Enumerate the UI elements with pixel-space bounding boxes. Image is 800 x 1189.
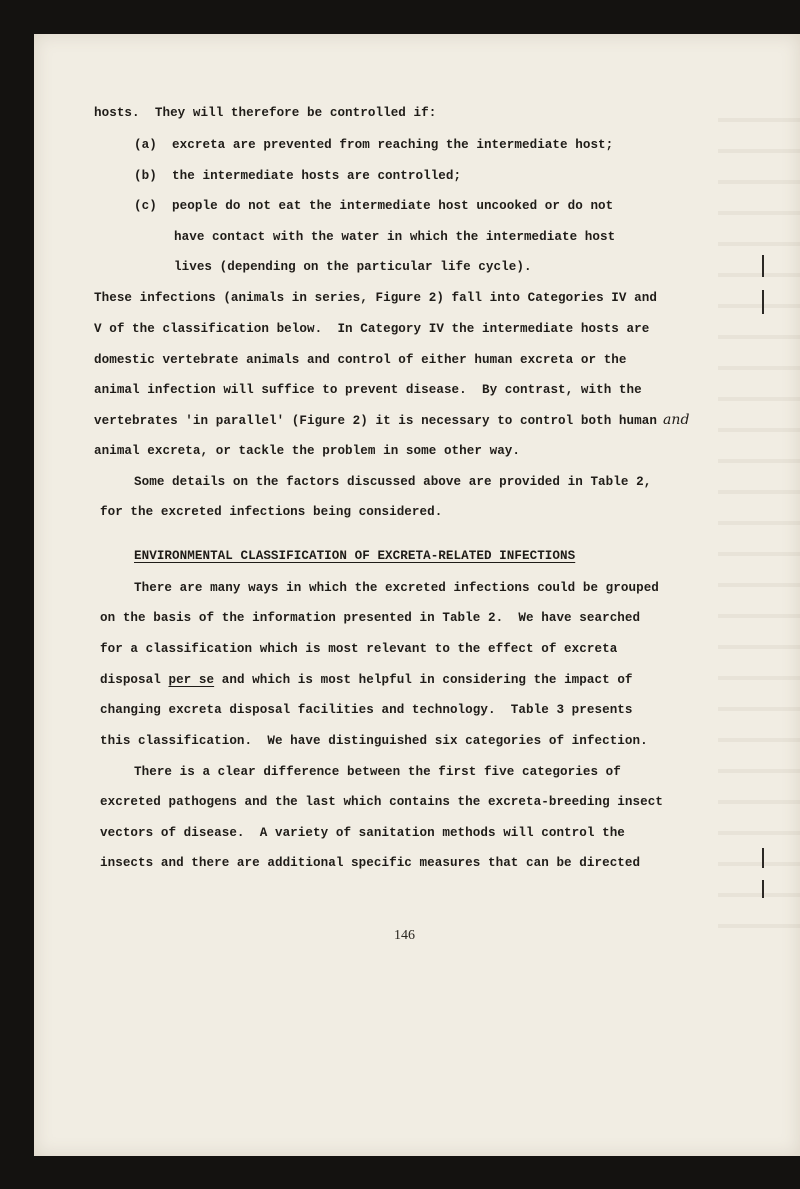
text-run: disposal xyxy=(100,673,169,687)
body-line: Some details on the factors discussed above are provided in Table 2, xyxy=(134,475,652,489)
underlined-term: per se xyxy=(168,673,215,687)
body-line: animal excreta, or tackle the problem in some other way. xyxy=(94,444,521,458)
page-number: 146 xyxy=(394,928,415,943)
body-line: on the basis of the information presented in Table 2. We have searched xyxy=(100,611,641,625)
body-line: hosts. They will therefore be controlled if: xyxy=(94,106,437,120)
body-line: excreted pathogens and the last which contains the excreta-breeding insect xyxy=(100,795,663,809)
body-line: V of the classification below. In Category IV the intermediate hosts are xyxy=(94,322,650,336)
body-line: There are many ways in which the excreted infections could be grouped xyxy=(134,581,659,595)
change-bar xyxy=(762,848,764,868)
body-line: These infections (animals in series, Figure 2) fall into Categories IV and xyxy=(94,291,657,305)
body-line: vertebrates 'in parallel' (Figure 2) it is necessary to control both human xyxy=(94,414,657,428)
list-item-b: (b) the intermediate hosts are controlled; xyxy=(134,169,462,183)
body-line: vectors of disease. A variety of sanitation methods will control the xyxy=(100,826,625,840)
list-item-c-cont: have contact with the water in which the intermediate host xyxy=(174,230,616,244)
change-bar xyxy=(762,255,764,277)
body-line: insects and there are additional specific measures that can be directed xyxy=(100,856,641,870)
text-run: and which is most helpful in considering the impact of xyxy=(214,673,633,687)
change-bar xyxy=(762,880,764,898)
list-item-c-cont: lives (depending on the particular life cycle). xyxy=(174,260,532,274)
list-item-a: (a) excreta are prevented from reaching the intermediate host; xyxy=(134,138,614,152)
list-item-c: (c) people do not eat the intermediate host uncooked or do not xyxy=(134,199,614,213)
handwritten-correction: and xyxy=(663,412,690,428)
body-line: animal infection will suffice to prevent disease. By contrast, with the xyxy=(94,383,642,397)
change-bar xyxy=(762,290,764,314)
body-line: for the excreted infections being considered. xyxy=(100,505,443,519)
body-line: There is a clear difference between the first five categories of xyxy=(134,765,621,779)
body-line: changing excreta disposal facilities and technology. Table 3 presents xyxy=(100,703,633,717)
body-line xyxy=(100,673,633,687)
body-line: for a classification which is most relevant to the effect of excreta xyxy=(100,642,618,656)
body-line: domestic vertebrate animals and control of either human excreta or the xyxy=(94,353,627,367)
body-line: this classification. We have distinguished six categories of infection. xyxy=(100,734,648,748)
section-heading: ENVIRONMENTAL CLASSIFICATION OF EXCRETA-RELATED INFECTIONS xyxy=(134,549,576,563)
bleed-through-text xyxy=(718,94,800,934)
